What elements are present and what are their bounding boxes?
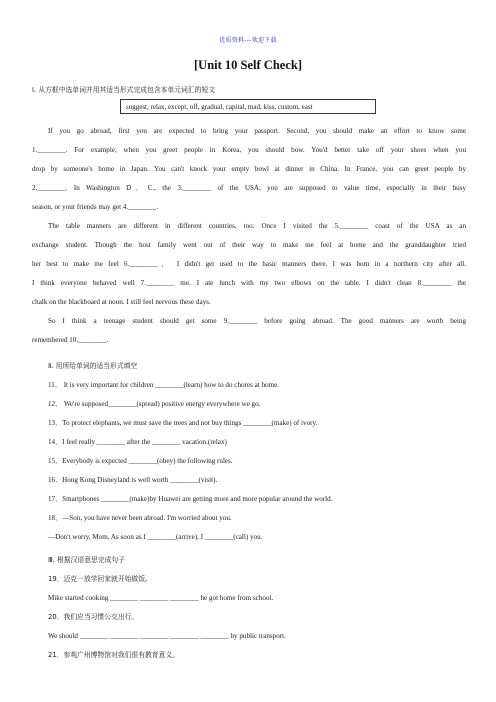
exercise-item: 16．Hong Kong Disneyland is well worth ________(visit). — [48, 476, 218, 484]
passage-line: If you go abroad, first you are expected to bring your passport. Second, you should make an effort to know some — [48, 127, 466, 135]
exercise-item: 18．—Son, you have never been abroad. I'm worried about you. — [48, 514, 232, 522]
passage-line: So I think a teenage student should get some 9.________ before going abroad. The good manners are worth being — [48, 317, 466, 325]
passage-line: remembered 10.________. — [32, 336, 109, 344]
exercise-item: 14．I feel really ________ after the ________ vacation.(relax) — [48, 438, 227, 446]
chinese-prompt: 20．我们应当习惯公交出行。 — [48, 613, 139, 621]
exercise-item: 12． We're supposed________(spread) positive energy everywhere we go. — [48, 400, 261, 408]
sentence-line: We should ________ ________ ________ ________ ________ by public transport. — [48, 632, 286, 640]
page-title: [Unit 10 Self Check] — [194, 58, 302, 72]
passage-line: I think everyone behaved well 7.________ me. I ate lunch with my two elbows on the table. I didn't clean 8.________ the — [32, 279, 466, 287]
passage-line: 1.________. For example, when you greet people in Korea, you should bow. You'd better take off your shoes when you — [32, 146, 466, 154]
passage-line: exchange student. Though the host family went out of their way to make me feel at home and the granddaughter tried — [32, 241, 466, 249]
exercise-item: 13．To protect elephants, we must save the trees and not buy things ________(make) of ivory. — [48, 419, 318, 427]
chinese-prompt: 19．迈克一放学回家就开始做饭。 — [48, 575, 152, 583]
page-header: 优质资料---欢迎下载 — [219, 37, 277, 44]
word-box: suggest, relax, except, off, gradual, capital, mad, kiss, custom, east — [120, 99, 376, 114]
exercise-item: 11． It is very important for children ________(learn) how to do chores at home. — [48, 381, 280, 389]
section1-heading: Ⅰ. 从方框中选单词并用其适当形式完成包含本单元词汇的短文 — [32, 86, 216, 94]
passage-line: season, or your friends may get 4.________. — [32, 203, 159, 211]
passage-line: her best to make me feel 6.________， I didn't get used to the basic manners there. I was born in a northern city after all. — [32, 260, 466, 268]
passage-line: drop by someone's home in Japan. You can't knock your empty bowl at dinner in China. In France, you can greet people by — [32, 165, 466, 173]
exercise-item: 17．Smartphones ________(make)by Huawei are getting more and more popular around the world. — [48, 495, 333, 503]
chinese-prompt: 21．参观广州博物馆对我们很有教育意义。 — [48, 651, 179, 659]
passage-line: 2.________. In Washington D．C., the 3.________ of the USA, you are supposed to value time, especially in their busy — [32, 184, 466, 192]
sentence-line: Mike started cooking ________ ________ ________ he got home from school. — [48, 594, 274, 602]
exercise-item: —Don't worry, Mom. As soon as I ________(arrive), I ________(call) you. — [48, 533, 263, 541]
section3-heading: Ⅲ. 根据汉语意思完成句子 — [48, 556, 125, 564]
passage-line: The table manners are different in different countries, too. Once I visited the 5.________ coast of the USA as an — [48, 222, 466, 230]
exercise-item: 15．Everybody is expected ________(obey) the following rules. — [48, 457, 233, 465]
section2-heading: Ⅱ. 用所给单词的适当形式填空 — [48, 362, 138, 370]
passage-line: chalk on the blackboard at noon. I still feel nervous these days. — [32, 298, 211, 306]
